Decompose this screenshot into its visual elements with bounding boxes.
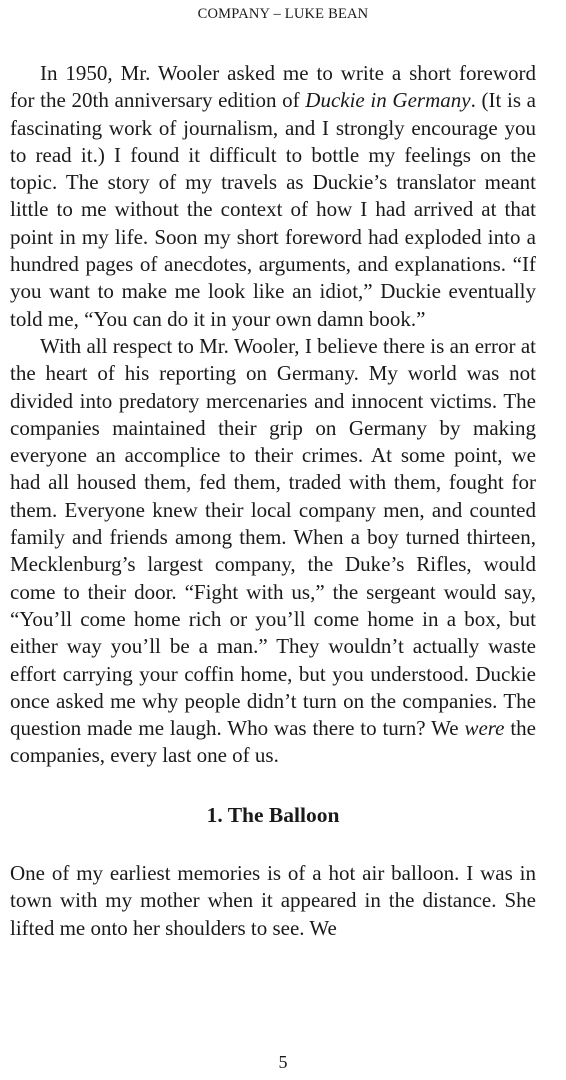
page-number: 5 [278,1052,288,1072]
book-title-italic: Duckie in Germany [305,88,471,113]
paragraph-wooler [10,333,536,770]
chapter-heading: 1. The Balloon [206,802,340,827]
emphasis-were: were [464,716,505,741]
paragraph-wooler-text-b: the companies, every last one of us. [10,716,536,768]
paragraph-intro-text-b: . (It is a fascinating work of journalism, and I strongly encourage you to read it.) I found it difficult to bottle my feelings on the topic. The story of my travels as Duckie’s translator meant little to me without the context of how I had arrived at that point in my life. Soon my short foreword had exploded into a hundred pages of anecdotes, arguments, and explanations. “If you want to make me look like an idiot,” Duckie eventually told me, “You can do it in your own damn book.” [10,88,536,331]
paragraph-wooler-text-a: With all respect to Mr. Wooler, I believe there is an error at the heart of his reporting on Germany. My world was not divided into predatory mercenaries and innocent victims. The companies maintained their grip on Germany by making everyone an accomplice to their crimes. At some point, we had all housed them, fed them, traded with them, fought for them. Everyone knew their local company men, and counted family and friends among them. When a boy turned thirteen, Mecklenburg’s largest company, the Duke’s Rifles, would come to their door. “Fight with us,” the sergeant would say, “You’ll come home rich or you’ll come home in a box, but either way you’ll be a man.” They wouldn’t actually waste effort carrying your coffin home, but you understood. Duckie once asked me why people didn’t turn on the companies. The question made me laugh. Who was there to turn? We [10,333,536,741]
paragraph-balloon: One of my earliest memories is of a hot air balloon. I was in town with my mother when it appeared in the distance. She lifted me onto her shoulders to see. We [10,861,536,940]
paragraph-intro [10,60,536,333]
running-header: COMPANY – LUKE BEAN [197,6,369,22]
paragraph-intro-text-a: In 1950, Mr. Wooler asked me to write a short foreword for the 20th anniversary edition of [10,61,536,113]
body-text [10,60,536,942]
